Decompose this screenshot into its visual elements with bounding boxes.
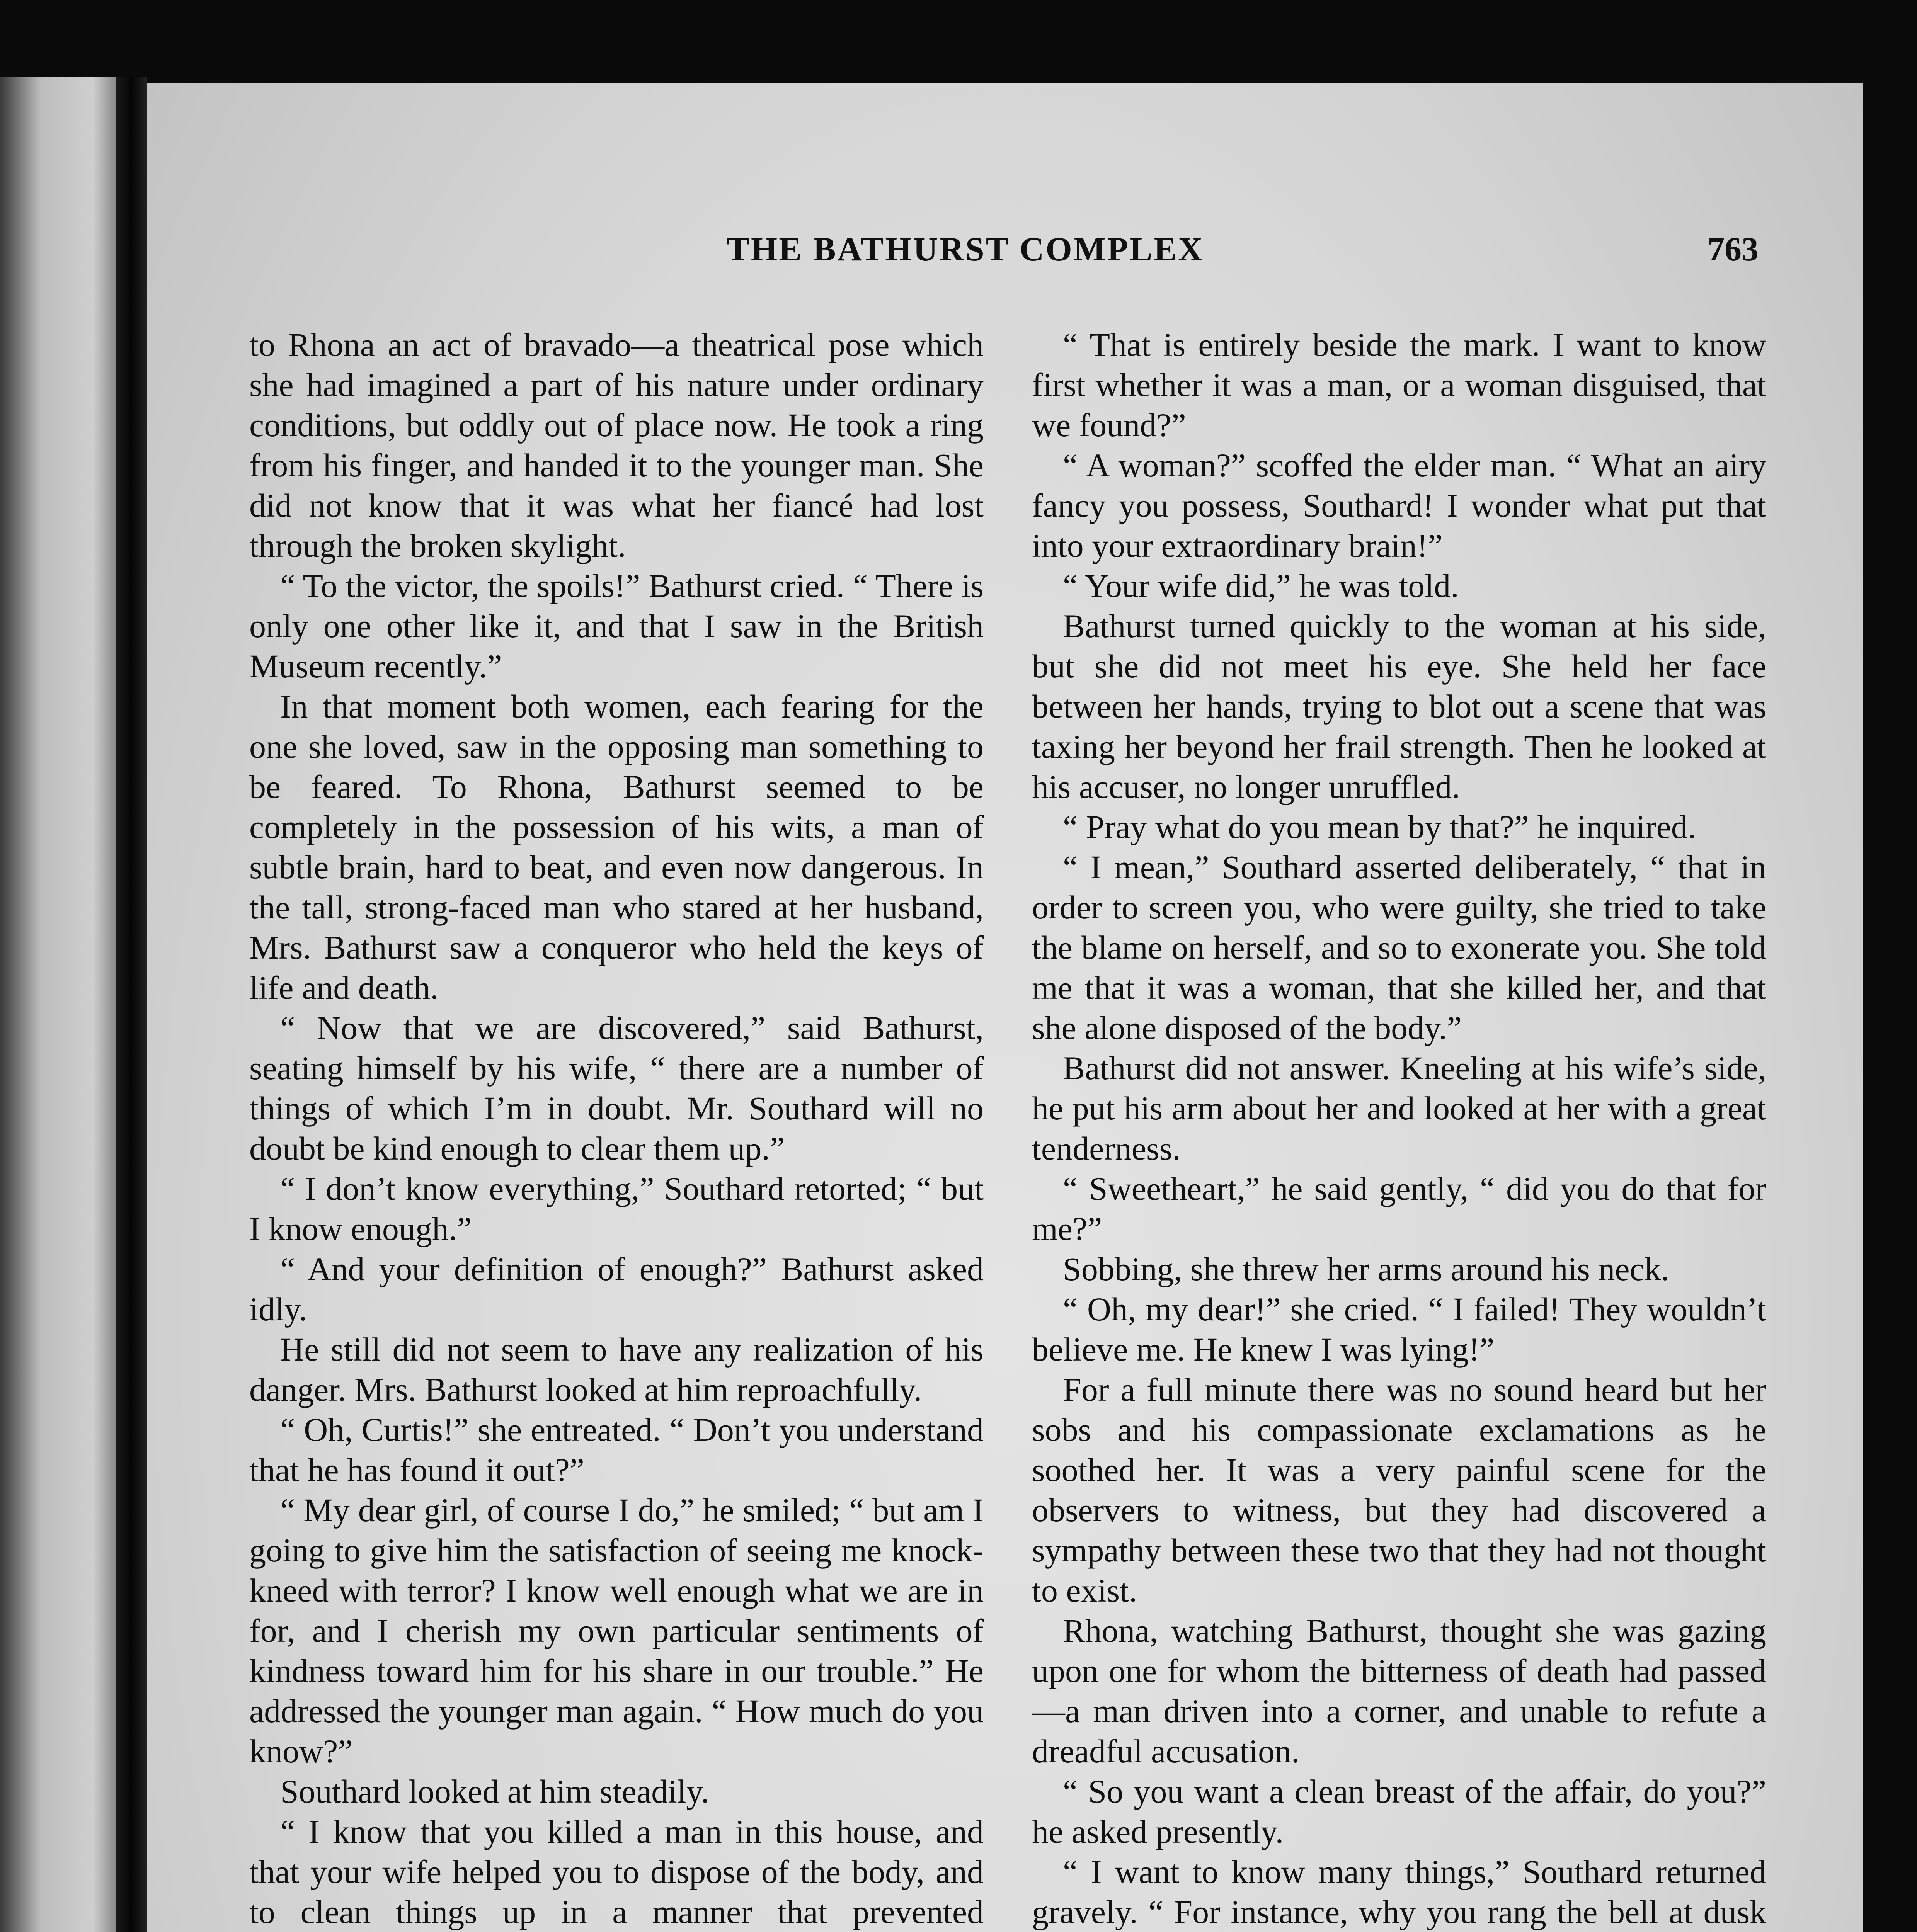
paragraph: “ Now that we are discovered,” said Bathurst, seating himself by his wife, “ there are a number of things of which I’m in doubt. Mr. Southard will no doubt be kind enough to clear them up.”: [249, 1009, 984, 1167]
running-title: THE BATHURST COMPLEX: [727, 231, 1204, 268]
paragraph: Bathurst turned quickly to the woman at his side, but she did not meet his eye. She held her face between her hands, trying to blot out a scene that was taxing her beyond her frail strength. Then he looked at his accuser, no longer unruffled.: [1032, 607, 1766, 805]
paragraph: “ So you want a clean breast of the affair, do you?” he asked presently.: [1032, 1773, 1766, 1850]
paragraph: “ Your wife did,” he was told.: [1063, 567, 1459, 604]
paragraph: “ And your definition of enough?” Bathurst asked idly.: [249, 1250, 984, 1328]
paragraph: “ A woman?” scoffed the elder man. “ What an airy fancy you possess, Southard! I wonder what put that into your extraordinary brain!”: [1032, 447, 1766, 564]
paragraph: “ To the victor, the spoils!” Bathurst cried. “ There is only one other like it, and that I saw in the British Museum recently.”: [249, 567, 984, 685]
facing-page-edge: [0, 77, 116, 1932]
paragraph: Southard looked at him steadily.: [280, 1773, 709, 1810]
paragraph: “ That is entirely beside the mark. I want to know first whether it was a man, or a woman disguised, that we found?”: [1032, 326, 1766, 444]
paragraph: “ Oh, Curtis!” she entreated. “ Don’t you understand that he has found it out?”: [249, 1411, 984, 1488]
paragraph: “ I want to know many things,” Southard returned gravely. “ For instance, why you rang the bell at dusk: [1032, 1853, 1766, 1930]
paragraph: Bathurst did not answer. Kneeling at his wife’s side, he put his arm about her and looked at her with a great tenderness.: [1032, 1049, 1766, 1167]
text-column-right: [1032, 325, 1766, 1932]
paragraph: “ I mean,” Southard asserted deliberately, “ that in order to screen you, who were guilty, she tried to take the blame on herself, and so to exonerate you. She told me that it was a woman, that she killed her, and that she alone disposed of the body.”: [1032, 849, 1766, 1046]
paragraph: “ Pray what do you mean by that?” he inquired.: [1063, 808, 1696, 845]
paragraph: “ Oh, my dear!” she cried. “ I failed! They wouldn’t believe me. He knew I was lying!”: [1032, 1291, 1766, 1368]
text-column-left: [249, 325, 984, 1932]
paragraph: “ My dear girl, of course I do,” he smiled; “ but am I going to give him the satisfaction of seeing me knock-kneed with terror? I know well enough what we are in for, and I cherish my own particular sentiments of kindness toward him for his share in our trouble.” He addressed the younger man again. “ How much do you know?”: [249, 1492, 984, 1770]
paragraph: “ I know that you killed a man in this house, and that your wife helped you to dispose of the body, and to clean things up in a manner that prevented: [249, 1813, 984, 1930]
paragraph: He still did not seem to have any realization of his danger. Mrs. Bathurst looked at him reproachfully.: [249, 1331, 984, 1408]
paragraph: For a full minute there was no sound heard but her sobs and his compassionate exclamations as he soothed her. It was a very painful scene for the observers to witness, but they had discovered a sympathy between these two that they had not thought to exist.: [1032, 1371, 1766, 1609]
paragraph: “ I don’t know everything,” Southard retorted; “ but I know enough.”: [249, 1170, 984, 1247]
paragraph: Rhona, watching Bathurst, thought she was gazing upon one for whom the bitterness of death had passed—a man driven into a corner, and unable to refute a dreadful accusation.: [1032, 1612, 1766, 1770]
paragraph: In that moment both women, each fearing for the one she loved, saw in the opposing man something to be feared. To Rhona, Bathurst seemed to be completely in the possession of his wits, a man of subtle brain, hard to beat, and even now dangerous. In the tall, strong-faced man who stared at her husband, Mrs. Bathurst saw a conqueror who held the keys of life and death.: [249, 688, 984, 1006]
paragraph: Sobbing, she threw her arms around his neck.: [1063, 1250, 1670, 1287]
paragraph: to Rhona an act of bravado—a theatrical pose which she had imagined a part of his nature under ordinary conditions, but oddly out of place now. He took a ring from his finger, and handed it to the younger man. She did not know that it was what her fiancé had lost through the broken skylight.: [249, 326, 984, 564]
running-head: [147, 230, 1863, 288]
magazine-page: [147, 83, 1863, 1932]
paragraph: “ Sweetheart,” he said gently, “ did you do that for me?”: [1032, 1170, 1766, 1247]
book-gutter: [116, 77, 147, 1932]
page-number: 763: [1708, 231, 1759, 268]
